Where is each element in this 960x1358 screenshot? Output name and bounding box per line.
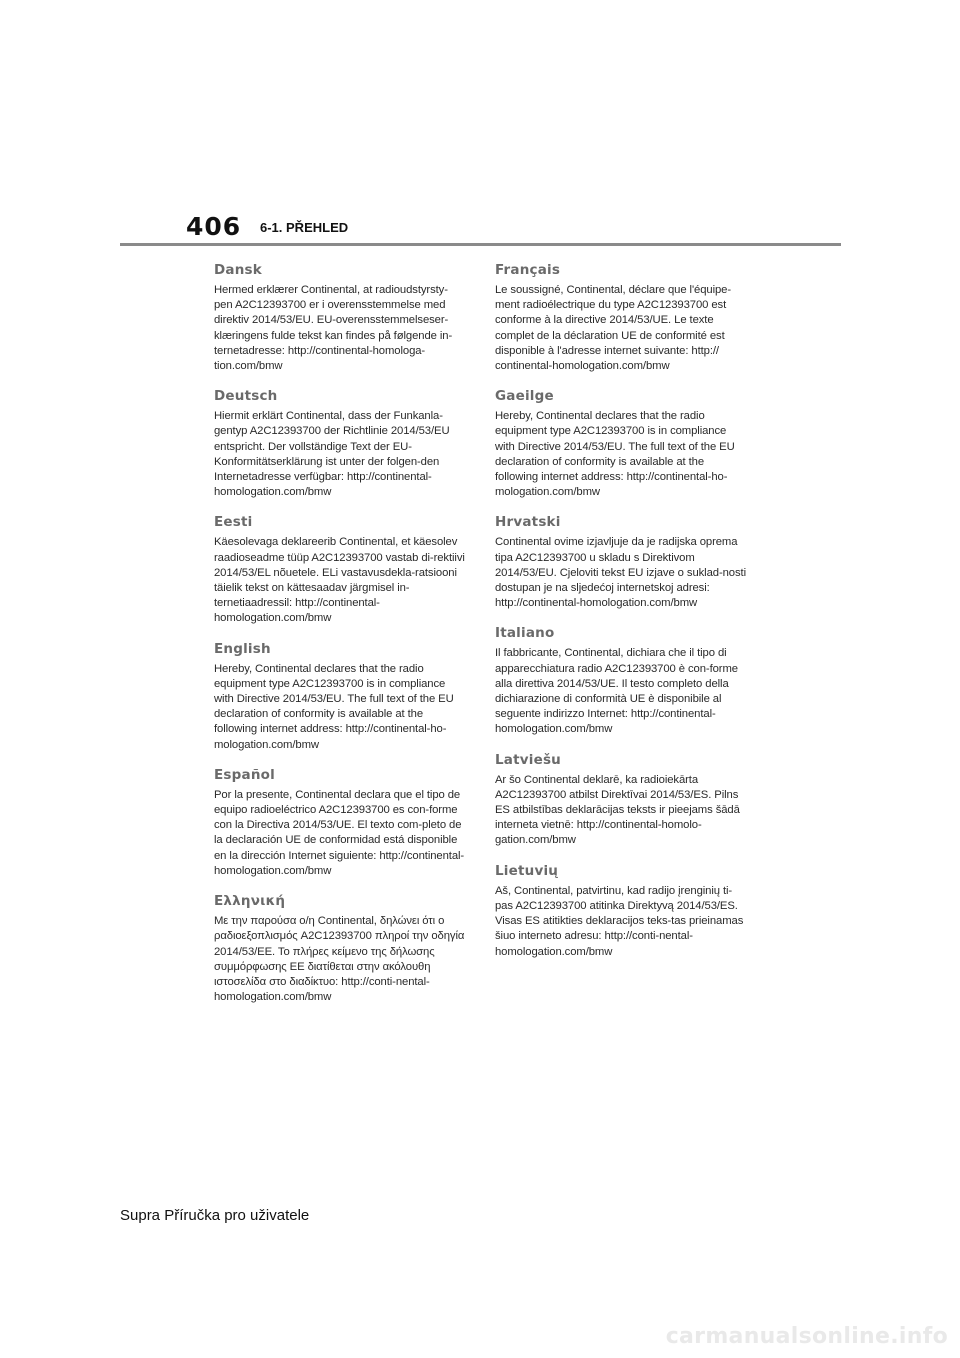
lang-block-gaeilge: [495, 388, 747, 500]
lang-text: Hiermit erklärt Continental, dass der Funkanla-gentyp A2C12393700 der Richtlinie 2014/53/EU entspricht. Der vollständige Text der EU-Konformitätserklärung ist unter der folgen-den Internetadresse verfügbar: http://continental-homologation.com/bmw: [214, 410, 450, 499]
lang-heading: Hrvatski: [495, 514, 561, 531]
lang-text: Continental ovime izjavljuje da je radijska oprema tipa A2C12393700 u skladu s Direktivom 2014/53/EU. Cjeloviti tekst EU izjave o suklad-nosti dostupan je na sljedećoj internetskoj adresi: http://continental-homologation.com/bmw: [495, 536, 746, 610]
lang-text: Hereby, Continental declares that the radio equipment type A2C12393700 is in compliance with Directive 2014/53/EU. The full text of the EU declaration of conformity is available at the following internet address: http://continental-ho-mologation.com/bmw: [214, 662, 454, 751]
lang-block-dansk: [214, 262, 466, 374]
lang-block-italiano: [495, 625, 747, 737]
lang-text: Il fabbricante, Continental, dichiara che il tipo di apparecchiatura radio A2C12393700 è con-forme alla direttiva 2014/53/UE. Il testo completo della dichiarazione di conformità UE è disponibile al seguente indirizzo Internet: http://continental-homologation.com/bmw: [495, 647, 738, 736]
lang-heading: Dansk: [214, 262, 262, 278]
header-divider: [120, 243, 841, 246]
lang-block-lietuviu: [495, 863, 747, 960]
lang-heading: Eesti: [214, 514, 253, 531]
lang-heading: Ελληνική: [214, 893, 286, 910]
watermark: carmanualsonline.info: [665, 1324, 948, 1349]
right-column: [495, 258, 747, 974]
lang-text: Por la presente, Continental declara que el tipo de equipo radioeléctrico A2C12393700 es con-forme con la Directiva 2014/53/UE. El texto com-pleto de la declaración UE de conformidad está disponible en la dirección Internet siguiente: http://continental-homologation.com/bmw: [214, 788, 465, 877]
lang-text: Hereby, Continental declares that the radio equipment type A2C12393700 is in compliance with Directive 2014/53/EU. The full text of the EU declaration of conformity is available at the following internet address: http://continental-ho-mologation.com/bmw: [495, 410, 735, 499]
lang-text: Käesolevaga deklareerib Continental, et käesolev raadioseadme tüüp A2C12393700 vastab di-rektiivi 2014/53/EL nõuetele. ELi vastavusdekla-ratsiooni täielik tekst on kättesaadav järgmisel in-ternetiaadressil: http://continental-homologation.com/bmw: [214, 536, 465, 625]
lang-heading: Deutsch: [214, 388, 278, 405]
lang-text: Aš, Continental, patvirtinu, kad radijo įrenginių ti-pas A2C12393700 atitinka Direktyvą 2014/53/ES. Visas ES atitikties deklaracijos teks-tas prieinamas šiuo interneto adresu: http://conti-nental-homologation.com/bmw: [495, 884, 744, 958]
lang-heading: Gaeilge: [495, 388, 554, 405]
lang-heading: Latviešu: [495, 751, 561, 768]
lang-text: Le soussigné, Continental, déclare que l'équipe-ment radioélectrique du type A2C12393700 est conforme à la directive 2014/53/UE. Le texte complet de la déclaration UE de conformité est disponible à l'adresse internet suivante: http:// continental-homologation.com/bmw: [495, 284, 732, 373]
lang-heading: Italiano: [495, 625, 555, 642]
lang-heading: English: [214, 640, 271, 657]
page-number: 406: [186, 212, 242, 241]
lang-block-hrvatski: [495, 514, 747, 611]
lang-block-francais: [495, 262, 747, 374]
lang-block-english: [214, 641, 466, 753]
section-title: 6-1. PŘEHLED: [260, 220, 349, 235]
lang-heading: Lietuvių: [495, 862, 559, 879]
lang-text: Ar šo Continental deklarē, ka radioiekārta A2C12393700 atbilst Direktīvai 2014/53/ES. Pilns ES atbilstības deklarācijas teksts ir pieejams šādā interneta vietnē: http://continental-homolo-gation.com/bmw: [495, 773, 740, 847]
footer-manual-title: Supra Příručka pro uživatele: [120, 1207, 310, 1224]
lang-block-latviesu: [495, 752, 747, 849]
left-column: [214, 258, 466, 1019]
lang-block-greek: [214, 893, 466, 1005]
lang-block-espanol: [214, 767, 466, 879]
lang-text: Hermed erklærer Continental, at radioudstyrsty-pen A2C12393700 er i overensstemmelse med direktiv 2014/53/EU. EU-overensstemmelseser-klæringens fulde tekst kan findes på følgende in-ternetadresse: http://continental-homologa-tion.com/bmw: [214, 284, 453, 373]
lang-block-deutsch: [214, 388, 466, 500]
lang-heading: Español: [214, 766, 275, 783]
lang-text: Με την παρούσα ο/η Continental, δηλώνει ότι ο ραδιοεξοπλισμός A2C12393700 πληροί την οδηγία 2014/53/ΕΕ. Το πλήρες κείμενο της δήλωσης συμμόρφωσης ΕΕ διατίθεται στην ακόλουθη ιστοσελίδα στο διαδίκτυο: http://conti-nental-homologation.com/bmw: [214, 915, 465, 1004]
lang-block-eesti: [214, 514, 466, 626]
lang-heading: Français: [495, 262, 561, 278]
